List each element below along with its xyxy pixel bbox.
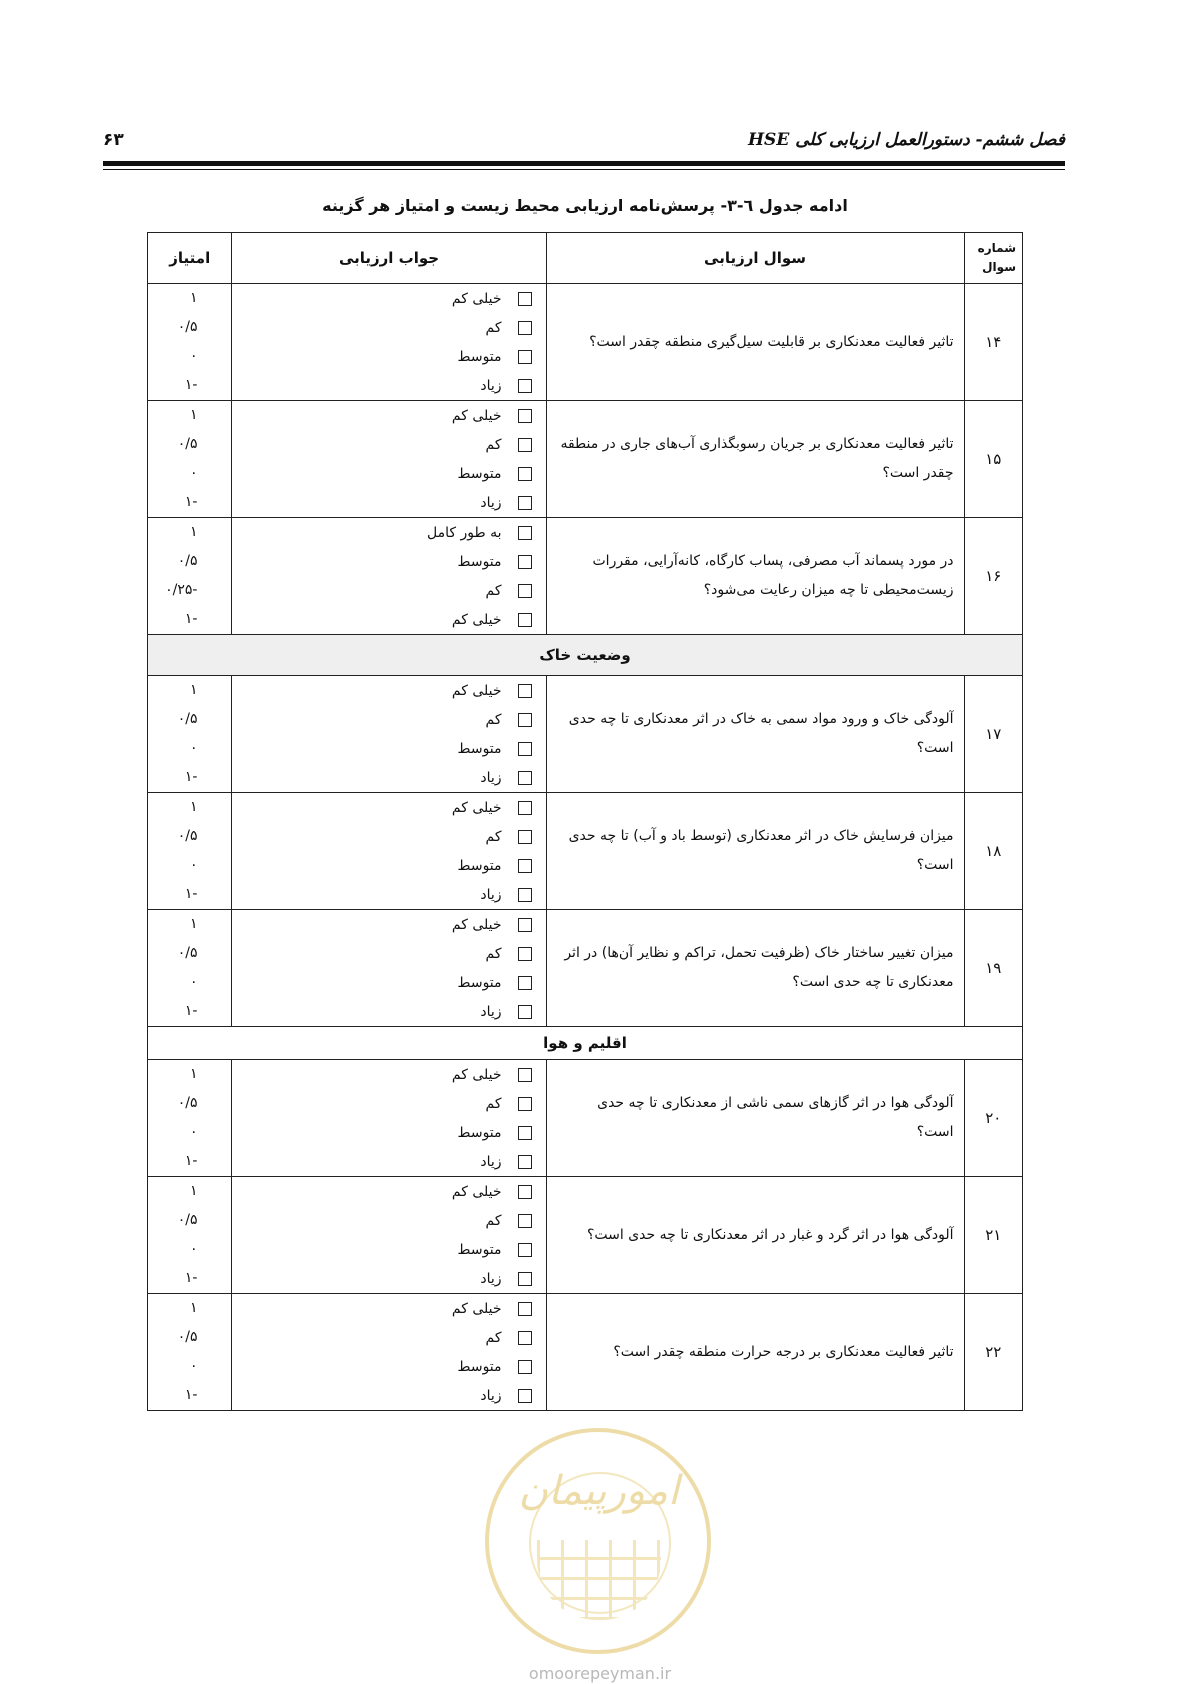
- checkbox-icon[interactable]: [518, 801, 532, 815]
- option-score: ۰/۵: [177, 1095, 198, 1111]
- answer-option[interactable]: [232, 313, 545, 342]
- header-question: سوال ارزیابی: [546, 233, 964, 284]
- question-number: ۲۲: [964, 1294, 1022, 1411]
- option-score: ۱: [189, 524, 198, 540]
- checkbox-icon[interactable]: [518, 771, 532, 785]
- answer-option-label: کم: [485, 828, 502, 845]
- answer-option-label: متوسط: [457, 740, 502, 757]
- answer-option[interactable]: [232, 1206, 545, 1235]
- option-scores: [148, 1060, 232, 1177]
- watermark-logo-text: امورپیمان: [518, 1468, 679, 1514]
- answer-option[interactable]: [232, 1235, 545, 1264]
- checkbox-icon[interactable]: [518, 742, 532, 756]
- section-row: [148, 635, 1023, 676]
- answer-option-label: زیاد: [480, 1270, 502, 1287]
- option-score: ۰/۵: [177, 553, 198, 569]
- answer-option[interactable]: [232, 997, 545, 1026]
- question-text: [546, 284, 964, 401]
- answer-option[interactable]: [232, 851, 545, 880]
- answer-option-label: خیلی کم: [451, 1183, 502, 1200]
- checkbox-icon[interactable]: [518, 1389, 532, 1403]
- option-score: -۰/۲۵: [165, 582, 198, 598]
- answer-option[interactable]: [232, 822, 545, 851]
- page-number: ۶۳: [103, 130, 124, 150]
- option-score: ۰/۵: [177, 828, 198, 844]
- answer-option[interactable]: [232, 284, 545, 313]
- option-score: ۰: [189, 1358, 198, 1374]
- option-score: -۱: [184, 377, 198, 393]
- assessment-table: [147, 232, 1023, 1411]
- answer-option[interactable]: [232, 1147, 545, 1176]
- checkbox-icon[interactable]: [518, 1126, 532, 1140]
- header-question-number-line2: سوال: [982, 260, 1016, 274]
- option-score: ۰: [189, 465, 198, 481]
- checkbox-icon[interactable]: [518, 1243, 532, 1257]
- answer-option[interactable]: [232, 676, 545, 705]
- checkbox-icon[interactable]: [518, 526, 532, 540]
- checkbox-icon[interactable]: [518, 1360, 532, 1374]
- answer-option[interactable]: [232, 1264, 545, 1293]
- question-row: [148, 676, 1023, 793]
- answer-option[interactable]: [232, 763, 545, 792]
- answer-option[interactable]: [232, 518, 545, 547]
- option-scores: [148, 676, 232, 793]
- checkbox-icon[interactable]: [518, 292, 532, 306]
- answer-option-label: کم: [485, 319, 502, 336]
- question-text-line: تاثیر فعالیت معدنکاری بر قابلیت سیل‌گیری منطقه چقدر است؟: [589, 333, 954, 350]
- checkbox-icon[interactable]: [518, 613, 532, 627]
- answer-option[interactable]: [232, 576, 545, 605]
- option-score: ۱: [189, 290, 198, 306]
- chapter-title: فصل ششم- دستورالعمل ارزیابی کلی HSE: [748, 130, 1065, 150]
- question-row: [148, 1177, 1023, 1294]
- question-text-line: است؟: [916, 857, 954, 873]
- answer-option-label: کم: [485, 1095, 502, 1112]
- option-score: ۰: [189, 740, 198, 756]
- question-number: ۲۰: [964, 1060, 1022, 1177]
- option-score: ۱: [189, 1300, 198, 1316]
- answer-options: [232, 676, 546, 793]
- answer-option-label: خیلی کم: [451, 1300, 502, 1317]
- answer-option[interactable]: [232, 734, 545, 763]
- checkbox-icon[interactable]: [518, 584, 532, 598]
- section-title: وضعیت خاک: [148, 635, 1023, 676]
- option-scores: [148, 284, 232, 401]
- question-number: ۱۷: [964, 676, 1022, 793]
- header-question-number-line1: شماره: [977, 241, 1016, 255]
- option-score: ۰: [189, 1241, 198, 1257]
- option-score: ۰/۵: [177, 945, 198, 961]
- answer-options: [232, 1294, 546, 1411]
- checkbox-icon[interactable]: [518, 379, 532, 393]
- question-text: [546, 910, 964, 1027]
- answer-option-label: متوسط: [457, 465, 502, 482]
- checkbox-icon[interactable]: [518, 1214, 532, 1228]
- answer-option-label: متوسط: [457, 1241, 502, 1258]
- question-text-line: آلودگی هوا در اثر گازهای سمی ناشی از معدنکاری تا چه حدی است؟: [597, 1095, 954, 1140]
- answer-options: [232, 401, 546, 518]
- checkbox-icon[interactable]: [518, 1302, 532, 1316]
- checkbox-icon[interactable]: [518, 321, 532, 335]
- page-header: [103, 130, 1065, 158]
- answer-option[interactable]: [232, 1323, 545, 1352]
- question-text-line: تاثیر فعالیت معدنکاری بر جریان رسوبگذاری آب‌های جاری در منطقه: [560, 436, 954, 452]
- answer-option[interactable]: [232, 910, 545, 939]
- option-score: ۱: [189, 1183, 198, 1199]
- answer-options: [232, 910, 546, 1027]
- option-score: ۰: [189, 857, 198, 873]
- question-text-line: چقدر است؟: [882, 465, 954, 481]
- question-row: [148, 1060, 1023, 1177]
- watermark-grid: [537, 1540, 661, 1620]
- question-text-line: در مورد پسماند آب مصرفی، پساب کارگاه، کانه‌آرایی، مقررات: [592, 553, 954, 569]
- header-answer: جواب ارزیابی: [232, 233, 546, 284]
- answer-option-label: زیاد: [480, 886, 502, 903]
- answer-option[interactable]: [232, 459, 545, 488]
- option-score: ۱: [189, 799, 198, 815]
- answer-option[interactable]: [232, 547, 545, 576]
- checkbox-icon[interactable]: [518, 1005, 532, 1019]
- option-scores: [148, 401, 232, 518]
- answer-option[interactable]: [232, 1177, 545, 1206]
- option-score: ۰/۵: [177, 319, 198, 335]
- question-number: ۱۸: [964, 793, 1022, 910]
- answer-option-label: خیلی کم: [451, 1066, 502, 1083]
- checkbox-icon[interactable]: [518, 1185, 532, 1199]
- answer-option-label: کم: [485, 582, 502, 599]
- answer-option[interactable]: [232, 401, 545, 430]
- answer-option-label: کم: [485, 945, 502, 962]
- question-number: ۱۹: [964, 910, 1022, 1027]
- header-rule-thin: [103, 169, 1065, 170]
- option-score: ۱: [189, 1066, 198, 1082]
- section-title: اقلیم و هوا: [148, 1027, 1023, 1060]
- answer-option-label: متوسط: [457, 348, 502, 365]
- checkbox-icon[interactable]: [518, 859, 532, 873]
- answer-option-label: زیاد: [480, 769, 502, 786]
- checkbox-icon[interactable]: [518, 496, 532, 510]
- answer-option[interactable]: [232, 968, 545, 997]
- answer-option[interactable]: [232, 430, 545, 459]
- question-row: [148, 910, 1023, 1027]
- checkbox-icon[interactable]: [518, 1331, 532, 1345]
- checkbox-icon[interactable]: [518, 1097, 532, 1111]
- checkbox-icon[interactable]: [518, 1272, 532, 1286]
- option-score: -۱: [184, 1153, 198, 1169]
- answer-options: [232, 1177, 546, 1294]
- answer-options: [232, 1060, 546, 1177]
- answer-option-label: کم: [485, 1212, 502, 1229]
- checkbox-icon[interactable]: [518, 1155, 532, 1169]
- answer-option-label: خیلی کم: [451, 916, 502, 933]
- answer-option-label: خیلی کم: [451, 611, 502, 628]
- watermark-seal: [485, 1428, 711, 1654]
- option-scores: [148, 518, 232, 635]
- option-score: ۰/۵: [177, 1329, 198, 1345]
- answer-option[interactable]: [232, 939, 545, 968]
- answer-option[interactable]: [232, 1352, 545, 1381]
- question-text: [546, 1060, 964, 1177]
- answer-option[interactable]: [232, 1060, 545, 1089]
- question-number: ۲۱: [964, 1177, 1022, 1294]
- option-score: ۰: [189, 974, 198, 990]
- table-caption: ادامه جدول ٦-۳- پرسش‌نامه ارزیابی محیط زیست و امتیاز هر گزینه: [322, 196, 848, 215]
- answer-option-label: به طور کامل: [427, 524, 502, 541]
- option-score: ۰: [189, 1124, 198, 1140]
- header-rule-thick: [103, 161, 1065, 166]
- answer-option-label: زیاد: [480, 377, 502, 394]
- checkbox-icon[interactable]: [518, 976, 532, 990]
- question-text-line: زیست‌محیطی تا چه میزان رعایت می‌شود؟: [703, 582, 954, 598]
- option-score: -۱: [184, 494, 198, 510]
- answer-option-label: خیلی کم: [451, 799, 502, 816]
- option-scores: [148, 1177, 232, 1294]
- question-row: [148, 1294, 1023, 1411]
- option-score: -۱: [184, 886, 198, 902]
- question-text-line: آلودگی خاک و ورود مواد سمی به خاک در اثر معدنکاری تا چه حدی: [568, 711, 954, 727]
- checkbox-icon[interactable]: [518, 947, 532, 961]
- answer-option[interactable]: [232, 1118, 545, 1147]
- option-score: -۱: [184, 1003, 198, 1019]
- answer-option[interactable]: [232, 1381, 545, 1410]
- checkbox-icon[interactable]: [518, 918, 532, 932]
- answer-option-label: کم: [485, 1329, 502, 1346]
- question-row: [148, 793, 1023, 910]
- checkbox-icon[interactable]: [518, 1068, 532, 1082]
- option-score: -۱: [184, 1270, 198, 1286]
- question-text-line: تاثیر فعالیت معدنکاری بر درجه حرارت منطقه چقدر است؟: [613, 1343, 954, 1360]
- answer-option-label: کم: [485, 711, 502, 728]
- option-score: -۱: [184, 769, 198, 785]
- answer-option[interactable]: [232, 342, 545, 371]
- answer-option-label: خیلی کم: [451, 682, 502, 699]
- question-text: [546, 793, 964, 910]
- option-scores: [148, 1294, 232, 1411]
- checkbox-icon[interactable]: [518, 467, 532, 481]
- answer-option-label: خیلی کم: [451, 407, 502, 424]
- checkbox-icon[interactable]: [518, 350, 532, 364]
- answer-option[interactable]: [232, 371, 545, 400]
- answer-option-label: متوسط: [457, 1124, 502, 1141]
- answer-option[interactable]: [232, 1294, 545, 1323]
- answer-option[interactable]: [232, 605, 545, 634]
- checkbox-icon[interactable]: [518, 684, 532, 698]
- answer-option[interactable]: [232, 880, 545, 909]
- answer-option-label: خیلی کم: [451, 290, 502, 307]
- question-text-line: معدنکاری تا چه حدی است؟: [792, 974, 954, 990]
- answer-option-label: زیاد: [480, 1387, 502, 1404]
- watermark-url: omoorepeyman.ir: [528, 1664, 672, 1683]
- answer-option[interactable]: [232, 793, 545, 822]
- question-number: ۱۵: [964, 401, 1022, 518]
- option-score: -۱: [184, 611, 198, 627]
- question-number: ۱۶: [964, 518, 1022, 635]
- option-score: ۰/۵: [177, 436, 198, 452]
- answer-options: [232, 793, 546, 910]
- option-scores: [148, 910, 232, 1027]
- option-score: ۱: [189, 682, 198, 698]
- question-row: [148, 518, 1023, 635]
- option-score: ۱: [189, 407, 198, 423]
- question-text: [546, 676, 964, 793]
- answer-option-label: متوسط: [457, 1358, 502, 1375]
- checkbox-icon[interactable]: [518, 888, 532, 902]
- checkbox-icon[interactable]: [518, 713, 532, 727]
- checkbox-icon[interactable]: [518, 409, 532, 423]
- answer-option[interactable]: [232, 1089, 545, 1118]
- answer-option-label: زیاد: [480, 1003, 502, 1020]
- question-number: ۱۴: [964, 284, 1022, 401]
- option-score: -۱: [184, 1387, 198, 1403]
- checkbox-icon[interactable]: [518, 830, 532, 844]
- answer-option[interactable]: [232, 488, 545, 517]
- question-text: [546, 1177, 964, 1294]
- table-body: [148, 284, 1023, 1411]
- question-text-line: آلودگی هوا در اثر گرد و غبار در اثر معدنکاری تا چه حدی است؟: [586, 1226, 954, 1243]
- header-question-number: [964, 233, 1022, 284]
- question-text: [546, 401, 964, 518]
- answer-option-label: متوسط: [457, 857, 502, 874]
- option-score: ۱: [189, 916, 198, 932]
- option-score: ۰/۵: [177, 1212, 198, 1228]
- answer-options: [232, 518, 546, 635]
- question-row: [148, 401, 1023, 518]
- question-text-line: میزان تغییر ساختار خاک (ظرفیت تحمل، تراکم و نظایر آن‌ها) در اثر: [564, 945, 954, 961]
- answer-options: [232, 284, 546, 401]
- question-text-line: است؟: [916, 740, 954, 756]
- answer-option-label: متوسط: [457, 974, 502, 991]
- header-score: امتیاز: [148, 233, 232, 284]
- answer-option[interactable]: [232, 705, 545, 734]
- question-text: [546, 1294, 964, 1411]
- answer-option-label: متوسط: [457, 553, 502, 570]
- option-score: ۰: [189, 348, 198, 364]
- answer-option-label: زیاد: [480, 494, 502, 511]
- question-text: [546, 518, 964, 635]
- question-text-line: میزان فرسایش خاک در اثر معدنکاری (توسط باد و آب) تا چه حدی: [568, 828, 954, 844]
- checkbox-icon[interactable]: [518, 555, 532, 569]
- section-row: [148, 1027, 1023, 1060]
- answer-option-label: زیاد: [480, 1153, 502, 1170]
- option-scores: [148, 793, 232, 910]
- checkbox-icon[interactable]: [518, 438, 532, 452]
- question-row: [148, 284, 1023, 401]
- option-score: ۰/۵: [177, 711, 198, 727]
- table-header-row: [148, 233, 1023, 284]
- answer-option-label: کم: [485, 436, 502, 453]
